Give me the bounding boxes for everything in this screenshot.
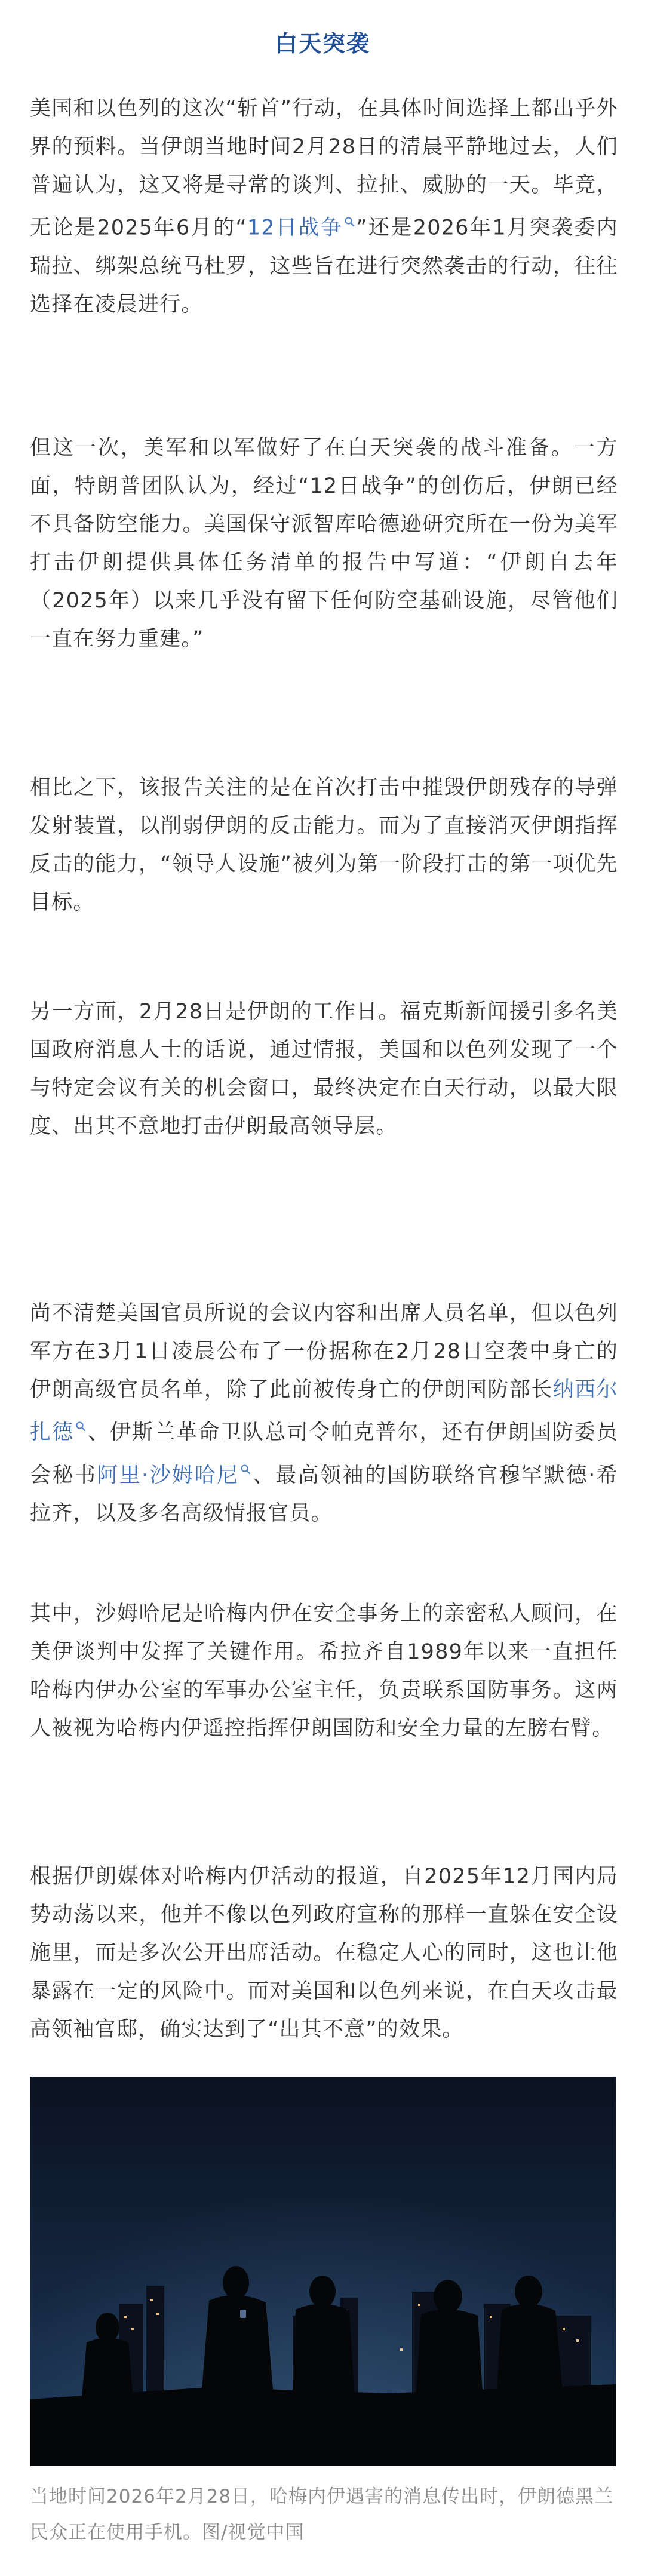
paragraph-text: 尚不清楚美国官员所说的会议内容和出席人员名单，但以色列军方在3月1日凌晨公布了一份据称在2月28日空袭中身亡的伊朗高级官员名单，除了此前被传身亡的伊朗国防部长 bbox=[30, 1301, 618, 1402]
paragraph-text: 美国和以色列的这次“斩首”行动，在具体时间选择上都出乎外界的预料。当伊朗当地时间2月28日的清晨平静地过去，人们普遍认为，这又将是寻常的谈判、拉扯、威胁的一天。毕竟，无论是2025年6月的“ bbox=[30, 97, 618, 240]
paragraph-text: 根据伊朗媒体对哈梅内伊活动的报道，自2025年12月国内局势动荡以来，他并不像以色列政府宣称的那样一直躲在安全设施里，而是多次公开出席活动。在稳定人心的同时，这也让他暴露在一定的风险中。而对美国和以色列来说，在白天攻击最高领袖官邸，确实达到了“出其不意”的效果。 bbox=[30, 1865, 618, 2041]
photo-caption: 当地时间2026年2月28日，哈梅内伊遇害的消息传出时，伊朗德黑兰民众正在使用手机。图/视觉中国 bbox=[30, 2486, 614, 2543]
paragraph-text: 另一方面，2月28日是伊朗的工作日。福克斯新闻援引多名美国政府消息人士的话说，通过情报，美国和以色列发现了一个与特定会议有关的机会窗口，最终决定在白天行动，以最大限度、出其不意地打击伊朗最高领导层。 bbox=[30, 1000, 618, 1138]
search-icon[interactable] bbox=[344, 216, 355, 231]
paragraph-text: 、最高领袖的国防联络官穆罕默德·希拉齐，以及多名高级情报官员。 bbox=[30, 1463, 618, 1526]
entity-link[interactable]: 阿里·沙姆哈尼 bbox=[97, 1463, 239, 1488]
paragraph-3 bbox=[30, 769, 618, 922]
night-skyline-photo bbox=[30, 2077, 616, 2466]
paragraph-text: 、伊斯兰革命卫队总司令帕克普尔，还有伊朗国防委员会秘书 bbox=[30, 1420, 618, 1488]
paragraph-2 bbox=[30, 429, 618, 658]
paragraph-text: ”还是2026年1月突袭委内瑞拉、绑架总统马杜罗，这些旨在进行突然袭击的行动，往往选择在凌晨进行。 bbox=[30, 216, 618, 317]
search-icon[interactable] bbox=[75, 1420, 86, 1435]
paragraph-6 bbox=[30, 1595, 618, 1748]
search-icon[interactable] bbox=[240, 1463, 251, 1478]
paragraph-text: 其中，沙姆哈尼是哈梅内伊在安全事务上的亲密私人顾问，在美伊谈判中发挥了关键作用。希拉齐自1989年以来一直担任哈梅内伊办公室的军事办公室主任，负责联系国防事务。这两人被视为哈梅内伊遥控指挥伊朗国防和安全力量的左膀右臂。 bbox=[30, 1602, 618, 1740]
paragraph-text: 相比之下，该报告关注的是在首次打击中摧毁伊朗残存的导弹发射装置，以削弱伊朗的反击能力。而为了直接消灭伊朗指挥反击的能力，“领导人设施”被列为第一阶段打击的第一项优先目标。 bbox=[30, 776, 618, 914]
section-heading: 白天突袭 bbox=[274, 30, 370, 57]
paragraph-7 bbox=[30, 1857, 618, 2049]
paragraph-5 bbox=[30, 1294, 618, 1533]
phone-glow bbox=[240, 2310, 246, 2318]
entity-link[interactable]: 12日战争 bbox=[247, 216, 343, 240]
paragraph-1 bbox=[30, 90, 618, 324]
paragraph-4 bbox=[30, 993, 618, 1146]
entity-link[interactable]: 纳西尔扎德 bbox=[30, 1378, 618, 1445]
paragraph-text: 但这一次，美军和以军做好了在白天突袭的战斗准备。一方面，特朗普团队认为，经过“12日战争”的创伤后，伊朗已经不具备防空能力。美国保守派智库哈德逊研究所在一份为美军打击伊朗提供具体任务清单的报告中写道：“伊朗自去年（2025年）以来几乎没有留下任何防空基础设施，尽管他们一直在努力重建。” bbox=[30, 436, 618, 651]
news-photo bbox=[30, 2077, 616, 2466]
